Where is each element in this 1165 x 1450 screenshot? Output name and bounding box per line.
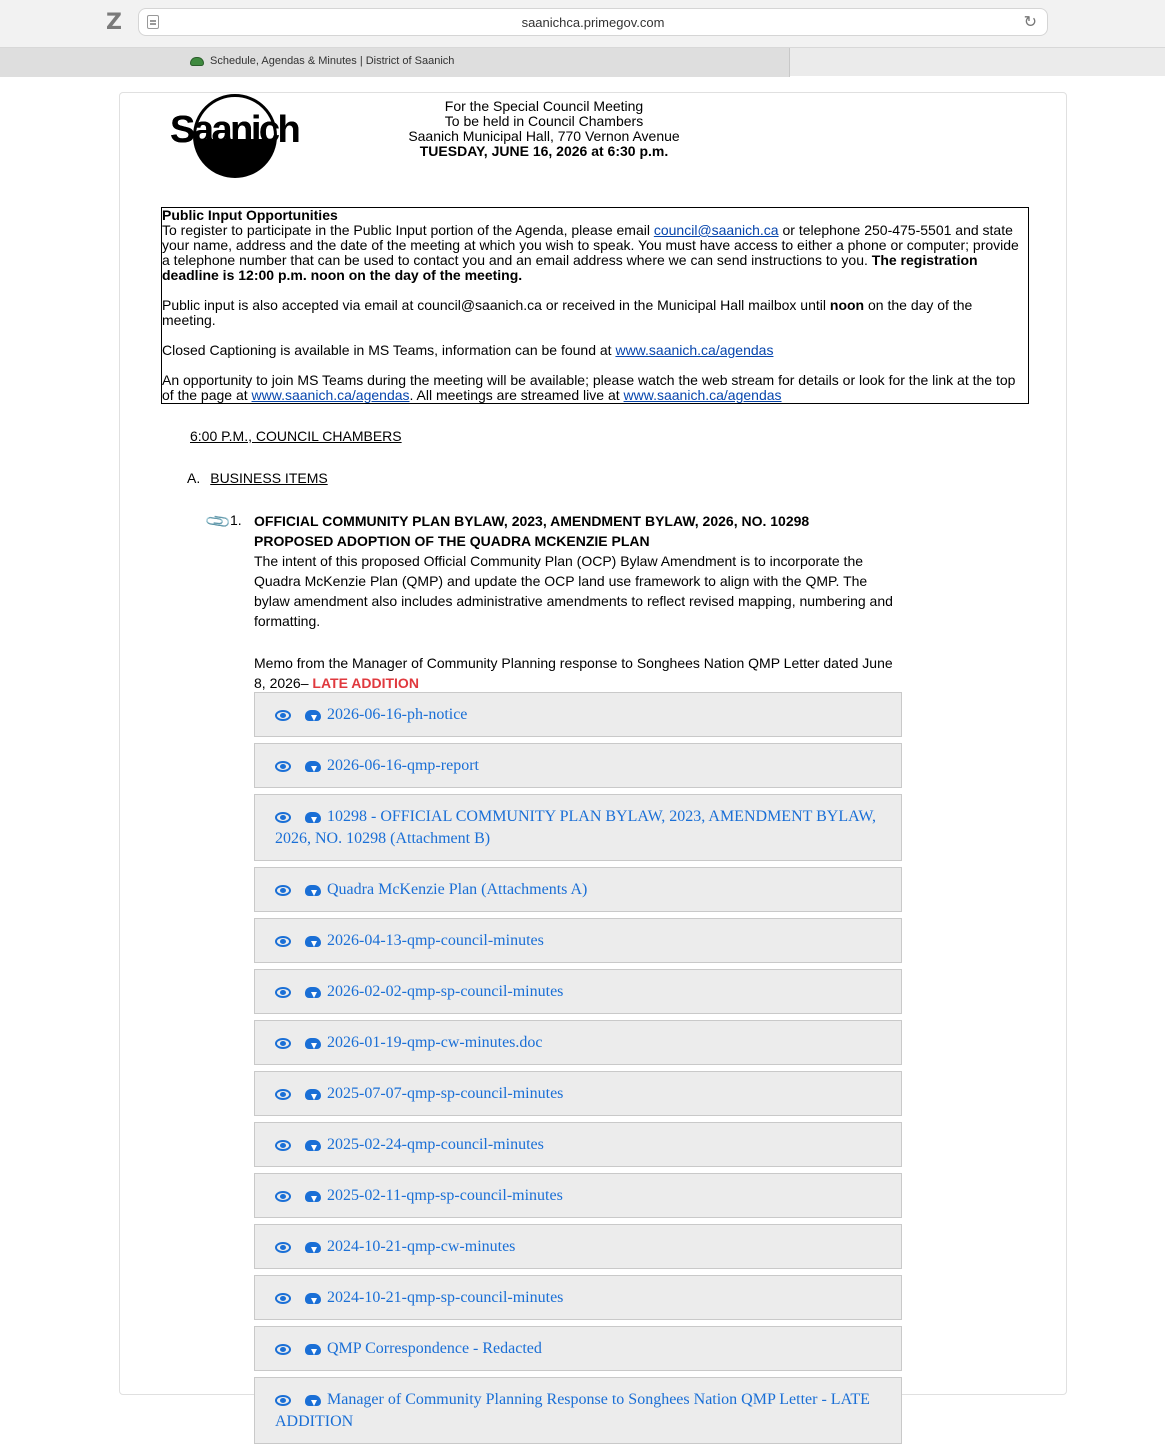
p3-text-a: Closed Captioning is available in MS Teams, information can be found at — [162, 342, 616, 358]
attachment-item[interactable] — [254, 794, 902, 861]
tab-strip — [0, 47, 1165, 76]
attachment-item[interactable] — [254, 1122, 902, 1167]
cloud-download-icon[interactable] — [297, 1134, 321, 1156]
cloud-download-icon[interactable] — [297, 704, 321, 726]
attachment-link[interactable]: Manager of Community Planning Response to Songhees Nation QMP Letter - LATE ADDITION — [275, 1391, 870, 1430]
item-body — [254, 511, 904, 693]
attachment-link[interactable]: QMP Correspondence - Redacted — [327, 1340, 542, 1357]
p1-text-b: or telephone 250-475-5501 and state your name, address and the date of the meeting at which you wish to speak. You must have access to either a phone or computer; provide a telephone number that can be used to contact you and an email address where we can send instructions to you. — [162, 222, 1019, 268]
attachment-item[interactable] — [254, 918, 902, 963]
cloud-download-icon[interactable] — [297, 1236, 321, 1258]
attachment-link[interactable]: 2024-10-21-qmp-cw-minutes — [327, 1238, 516, 1255]
attachment-link[interactable]: 2024-10-21-qmp-sp-council-minutes — [327, 1289, 564, 1306]
cloud-download-icon[interactable] — [297, 1185, 321, 1207]
url-text[interactable]: saanichca.primegov.com — [521, 15, 665, 30]
p2-text-b: on the day of the meeting. — [162, 297, 973, 328]
p2-text-a: Public input is also accepted via email at council@saanich.ca or received in the Municipal Hall mailbox until — [162, 297, 830, 313]
item-description: The intent of this proposed Official Community Plan (OCP) Bylaw Amendment is to incorporate the Quadra McKenzie Plan (QMP) and update the OCP land use framework to align with the QMP. The bylaw amendment also includes administrative amendments to reflect revised mapping, numbering and formatting. — [254, 553, 893, 629]
item-memo — [254, 653, 904, 693]
tab-title: Schedule, Agendas & Minutes | District of Saanich — [210, 55, 455, 67]
cloud-download-icon[interactable] — [297, 806, 321, 828]
public-input-heading: Public Input Opportunities — [162, 207, 338, 223]
browser-chrome — [0, 0, 1165, 76]
cloud-download-icon[interactable] — [297, 1338, 321, 1360]
cloud-download-icon[interactable] — [297, 1389, 321, 1411]
p4-text-b: . All meetings are streamed live at — [409, 387, 624, 403]
attachment-item[interactable] — [254, 1020, 902, 1065]
p2-noon: noon — [829, 297, 865, 313]
late-addition-label: LATE ADDITION — [312, 675, 419, 691]
agendas-link-2[interactable]: www.saanich.ca/agendas — [251, 387, 410, 403]
address-bar[interactable] — [138, 8, 1048, 36]
saanich-logo — [170, 93, 300, 181]
agenda-document — [119, 92, 1067, 1430]
eye-icon[interactable] — [275, 1287, 291, 1309]
eye-icon[interactable] — [275, 806, 291, 828]
cloud-download-icon[interactable] — [297, 981, 321, 1003]
attachment-link[interactable]: 2026-04-13-qmp-council-minutes — [327, 932, 544, 949]
attachment-item[interactable] — [254, 1275, 902, 1320]
eye-icon[interactable] — [275, 879, 291, 901]
cloud-download-icon[interactable] — [297, 1287, 321, 1309]
cloud-download-icon[interactable] — [297, 879, 321, 901]
eye-icon[interactable] — [275, 981, 291, 1003]
p4-text-a: An opportunity to join MS Teams during the meeting will be available; please watch the web stream for details or look for the link at the top of the page at — [162, 372, 1016, 403]
eye-icon[interactable] — [275, 1236, 291, 1258]
public-input-box — [161, 207, 1029, 404]
eye-icon[interactable] — [275, 1032, 291, 1054]
item-title-2: PROPOSED ADOPTION OF THE QUADRA MCKENZIE PLAN — [254, 533, 650, 549]
attachment-link[interactable]: 2025-02-24-qmp-council-minutes — [327, 1136, 544, 1153]
attachment-link[interactable]: 2026-02-02-qmp-sp-council-minutes — [327, 983, 564, 1000]
eye-icon[interactable] — [275, 704, 291, 726]
eye-icon[interactable] — [275, 930, 291, 952]
eye-icon[interactable] — [275, 1134, 291, 1156]
section-a-label: A. — [187, 470, 201, 486]
attachment-list — [254, 692, 902, 1450]
attachment-item[interactable] — [254, 969, 902, 1014]
eye-icon[interactable] — [275, 1338, 291, 1360]
attachment-item[interactable] — [254, 1173, 902, 1218]
header-line2: To be held in Council Chambers — [444, 113, 644, 129]
attachment-item[interactable] — [254, 867, 902, 912]
reload-icon[interactable]: ↻ — [1023, 12, 1037, 31]
saanich-favicon-icon — [190, 57, 204, 66]
attachment-item[interactable] — [254, 1071, 902, 1116]
attachment-link[interactable]: 10298 - OFFICIAL COMMUNITY PLAN BYLAW, 2023, AMENDMENT BYLAW, 2026, NO. 10298 (Attachment B) — [275, 808, 877, 847]
attachment-link[interactable]: 2026-06-16-qmp-report — [327, 757, 479, 774]
header-line1: For the Special Council Meeting — [444, 98, 644, 114]
eye-icon[interactable] — [275, 1185, 291, 1207]
attachment-link[interactable]: 2026-06-16-ph-notice — [327, 706, 468, 723]
cloud-download-icon[interactable] — [297, 930, 321, 952]
item-number: 1. — [230, 512, 242, 528]
header-line3: Saanich Municipal Hall, 770 Vernon Avenue — [408, 128, 680, 144]
section-a-heading — [187, 470, 328, 486]
attachment-item[interactable] — [254, 692, 902, 737]
email-link[interactable]: council@saanich.ca — [653, 222, 779, 238]
section-a-title: BUSINESS ITEMS — [210, 470, 328, 486]
p1-text-a: To register to participate in the Public Input portion of the Agenda, please email — [162, 222, 654, 238]
attachment-item[interactable] — [254, 1224, 902, 1269]
time-heading: 6:00 P.M., COUNCIL CHAMBERS — [190, 428, 402, 444]
item-title-1: OFFICIAL COMMUNITY PLAN BYLAW, 2023, AMENDMENT BYLAW, 2026, NO. 10298 — [254, 513, 810, 529]
cloud-download-icon[interactable] — [297, 755, 321, 777]
registration-deadline: The registration deadline is 12:00 p.m. noon on the day of the meeting. — [162, 252, 978, 283]
attachment-item[interactable] — [254, 1377, 902, 1444]
attachment-item[interactable] — [254, 743, 902, 788]
cloud-download-icon[interactable] — [297, 1032, 321, 1054]
paperclip-icon[interactable]: 📎 — [204, 507, 234, 537]
eye-icon[interactable] — [275, 1389, 291, 1411]
zen-browser-logo-icon[interactable]: Z — [106, 10, 122, 35]
agendas-link-3[interactable]: www.saanich.ca/agendas — [623, 387, 782, 403]
eye-icon[interactable] — [275, 1083, 291, 1105]
attachment-link[interactable]: 2025-07-07-qmp-sp-council-minutes — [327, 1085, 564, 1102]
agendas-link-1[interactable]: www.saanich.ca/agendas — [615, 342, 774, 358]
eye-icon[interactable] — [275, 755, 291, 777]
attachment-item[interactable] — [254, 1326, 902, 1371]
attachment-link[interactable]: 2025-02-11-qmp-sp-council-minutes — [327, 1187, 563, 1204]
memo-text: Memo from the Manager of Community Planning response to Songhees Nation QMP Letter dated June 8, 2026– — [254, 655, 893, 691]
meeting-header — [390, 93, 698, 159]
header-date: TUESDAY, JUNE 16, 2026 at 6:30 p.m. — [419, 143, 669, 159]
attachment-link[interactable]: 2026-01-19-qmp-cw-minutes.doc — [327, 1034, 543, 1051]
cloud-download-icon[interactable] — [297, 1083, 321, 1105]
logo-wordmark: Saanich — [170, 109, 299, 151]
tab-active[interactable] — [0, 48, 790, 77]
attachment-link[interactable]: Quadra McKenzie Plan (Attachments A) — [327, 881, 588, 898]
